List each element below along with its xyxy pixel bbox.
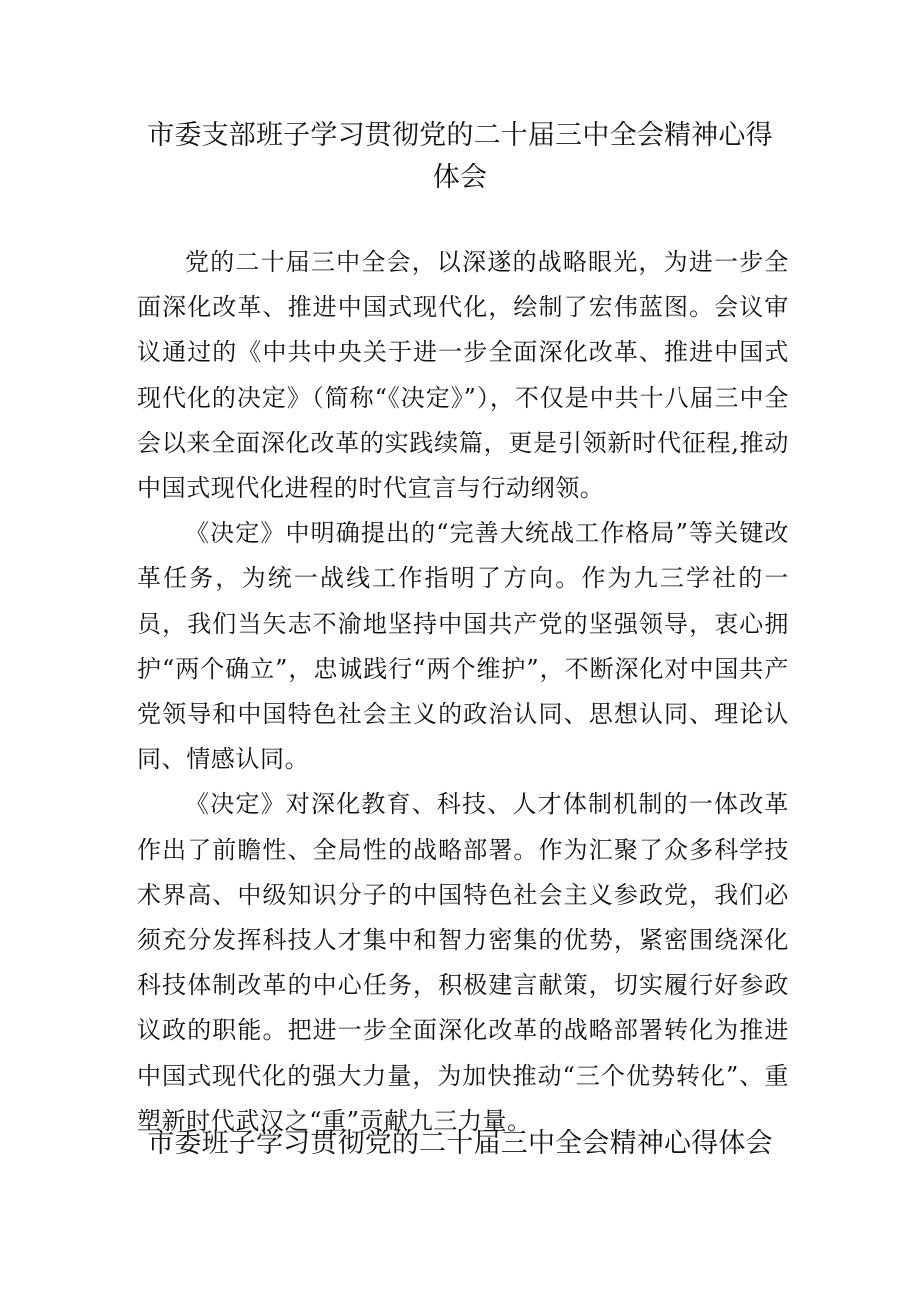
document-title-line2: 体会 (432, 162, 488, 193)
body-paragraph-3: 《决定》对深化教育、科技、人才体制机制的一体改革作出了前瞻性、全局性的战略部署。作为汇聚了众多科学技术界高、中级知识分子的中国特色社会主义参政党，我们必须充分发挥科技人才集中和智力密集的优势，紧密围绕深化科技体制改革的中心任务，积极建言献策，切实履行好参政议政的职能。把进一步全面深化改革的战略部署转化为推进中国式现代化的强大力量，为加快推动“三个优势转化”、重塑新时代武汉之“重”贡献九三力量。 (137, 790, 789, 1135)
document-body (137, 240, 789, 1144)
document-title-line1: 市委支部班子学习贯彻党的二十届三中全会精神心得 (147, 120, 773, 151)
next-section-title: 市委班子学习贯彻党的二十届三中全会精神心得体会 (147, 1128, 773, 1159)
body-paragraph-2: 《决定》中明确提出的“完善大统战工作格局”等关键改革任务，为统一战线工作指明了方向。作为九三学社的一员，我们当矢志不渝地坚持中国共产党的坚强领导，衷心拥护“两个确立”，忠诚践行“两个维护”，不断深化对中国共产党领导和中国特色社会主义的政治认同、思想认同、理论认同、情感认同。 (137, 519, 789, 774)
body-paragraph-1: 党的二十届三中全会，以深遂的战略眼光，为进一步全面深化改革、推进中国式现代化，绘制了宏伟蓝图。会议审议通过的《中共中央关于进一步全面深化改革、推进中国式现代化的决定》（简称“《决定》”），不仅是中共十八届三中全会以来全面深化改革的实践续篇，更是引领新时代征程,推动中国式现代化进程的时代宣言与行动纲领。 (137, 248, 789, 503)
